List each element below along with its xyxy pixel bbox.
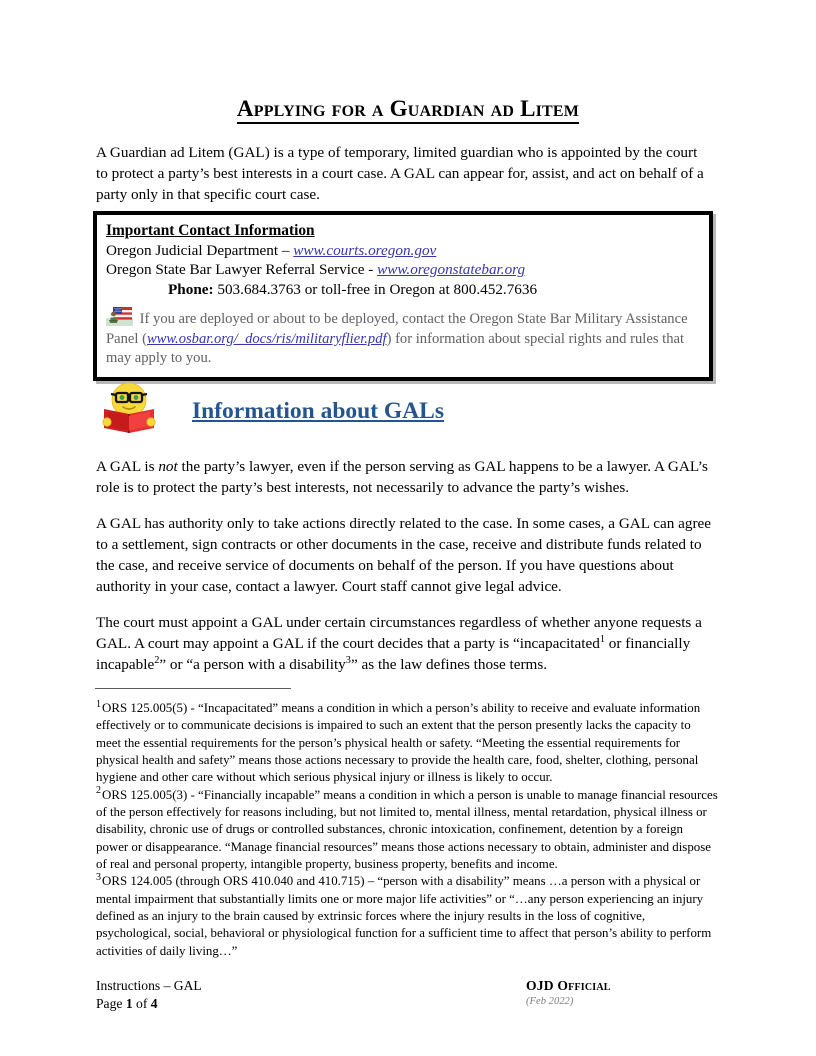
- footer-official-label: OJD Official: [526, 978, 611, 993]
- footnote-item: [96, 873, 718, 960]
- contact-box-inner: [96, 214, 710, 378]
- page-word: Page: [96, 996, 126, 1012]
- contact-box-heading: Important Contact Information: [106, 222, 315, 239]
- body-paragraph-3: [96, 613, 716, 676]
- footnote-separator: [95, 688, 291, 689]
- oregonstatebar-org-link[interactable]: www.oregonstatebar.org: [377, 261, 526, 279]
- body-p3-a: The court must appoint a GAL under certain circumstances regardless of whether anyone requests a GAL. A court may appoint a GAL if the court decides that a party is “incapacitated: [96, 613, 702, 652]
- footer-page-number: [96, 995, 202, 1013]
- footnote-item: [96, 787, 718, 874]
- smiley-reading-book-icon: [96, 378, 162, 436]
- footnote-marker: 3: [96, 872, 102, 884]
- body-p1-emphasis: not: [158, 458, 178, 475]
- page-title: [96, 96, 720, 122]
- footnote-text: ORS 124.005 (through ORS 410.040 and 410.715) – “person with a disability” means …a person with a physical or mental impairment that substantially limits one or more major life activities” or “…any person experiencing an injury defined as an injury to the brain caused by extrinsic forces where the injury results in the loss of cognitive, psychological, social, behavioral or physiological function for a sufficient time to affect that person’s ability to perform activities of daily living…”: [96, 874, 712, 958]
- contact-phone-line: [106, 280, 700, 300]
- contact-bar-label: Oregon State Bar Lawyer Referral Service -: [106, 261, 378, 279]
- section-header-group: [96, 376, 716, 438]
- footer-revision-date: (Feb 2022): [526, 996, 574, 1008]
- intro-paragraph: A Guardian ad Litem (GAL) is a type of temporary, limited guardian who is appointed by the court to protect a party’s best interests in a court case. A GAL can appear for, assist, and act on behalf of a party only in that specific court case.: [96, 144, 704, 203]
- military-assistance-note: [106, 308, 700, 369]
- body-paragraph-2: A GAL has authority only to take actions directly related to the case. In some cases, a GAL can agree to a settlement, sign contracts or other documents in the case, receive and distribute funds related to the case, and receive service of documents on behalf of the person. If you have questions about authority in your case, contact a lawyer. Court staff cannot give legal advice.: [96, 514, 712, 595]
- body-p3-d: ” as the law defines those terms.: [350, 655, 548, 673]
- phone-label: Phone:: [168, 280, 214, 298]
- us-flag-soldier-icon: [106, 306, 133, 326]
- footnote-ref-3[interactable]: 3: [345, 654, 351, 666]
- footnote-marker: 2: [96, 785, 102, 797]
- footnote-text: ORS 125.005(5) - “Incapacitated” means a condition in which a person’s ability to receive and evaluate information effectively or to communicate decisions is impaired to such an extent that the person presently lacks the capacity to meet the essential requirements for the person’s physical health or safety. “Meeting the essential requirements for physical health and safety” means those actions necessary to provide the health care, food, shelter, clothing, personal hygiene and other care without which serious physical injury or illness is likely to occur.: [96, 701, 701, 785]
- body-p3-b: or financially incapable: [96, 634, 691, 673]
- osbar-militaryflier-link[interactable]: www.osbar.org/_docs/ris/militaryflier.pdf: [146, 330, 387, 347]
- body-content: [96, 457, 716, 691]
- contact-agency-line: [106, 241, 700, 260]
- page-total: 4: [150, 996, 158, 1012]
- footnote-text: ORS 125.005(3) - “Financially incapable” means a condition in which a person is unable to manage financial resources of the person effectively for reasons including, but not limited to, mental illness, mental retardation, physical illness or disability, chronic use of drugs or controlled substances, chronic intoxication, confinement, detention by a foreign power or disappearance. “Manage financial resources” means those actions necessary to obtain, administer and dispose of real and personal property, intangible property, business property, benefits and income.: [96, 787, 718, 872]
- page-of: of: [132, 996, 151, 1012]
- page-title-text: Applying for a Guardian ad Litem: [237, 96, 579, 124]
- important-contact-box: [93, 211, 713, 381]
- section-heading-information-about-gals: Information about GALs: [192, 398, 445, 424]
- phone-value: 503.684.3763 or toll-free in Oregon at 800.452.7636: [213, 280, 538, 298]
- footnote-ref-2[interactable]: 2: [154, 654, 160, 666]
- contact-bar-line: [106, 260, 700, 279]
- body-p3-c: ” or “a person with a disability: [159, 655, 346, 673]
- body-paragraph-1: [96, 457, 716, 499]
- page-current: 1: [125, 996, 133, 1012]
- body-p1-b: the party’s lawyer, even if the person serving as GAL happens to be a lawyer. A GAL’s role is to protect the party’s best interests, not necessarily to advance the party’s wishes.: [96, 458, 708, 496]
- footnotes-section: [96, 700, 718, 960]
- military-text-after: ) for information about special rights and rules that may apply to you.: [106, 330, 685, 367]
- contact-agency-label: Oregon Judicial Department –: [106, 242, 294, 260]
- body-p1-a: A GAL is: [96, 458, 159, 475]
- footer-left-block: [96, 977, 202, 1014]
- page-footer: [96, 977, 716, 1017]
- courts-oregon-gov-link[interactable]: www.courts.oregon.gov: [293, 242, 437, 260]
- footnote-item: [96, 700, 718, 787]
- footer-right-block: [526, 977, 716, 1010]
- military-text-before: If you are deployed or about to be deployed, contact the Oregon State Bar Military Assistance Panel (: [106, 311, 688, 347]
- footnote-ref-1[interactable]: 1: [599, 633, 605, 645]
- footer-form-name: Instructions – GAL: [96, 978, 202, 993]
- footnote-marker: 1: [96, 698, 102, 710]
